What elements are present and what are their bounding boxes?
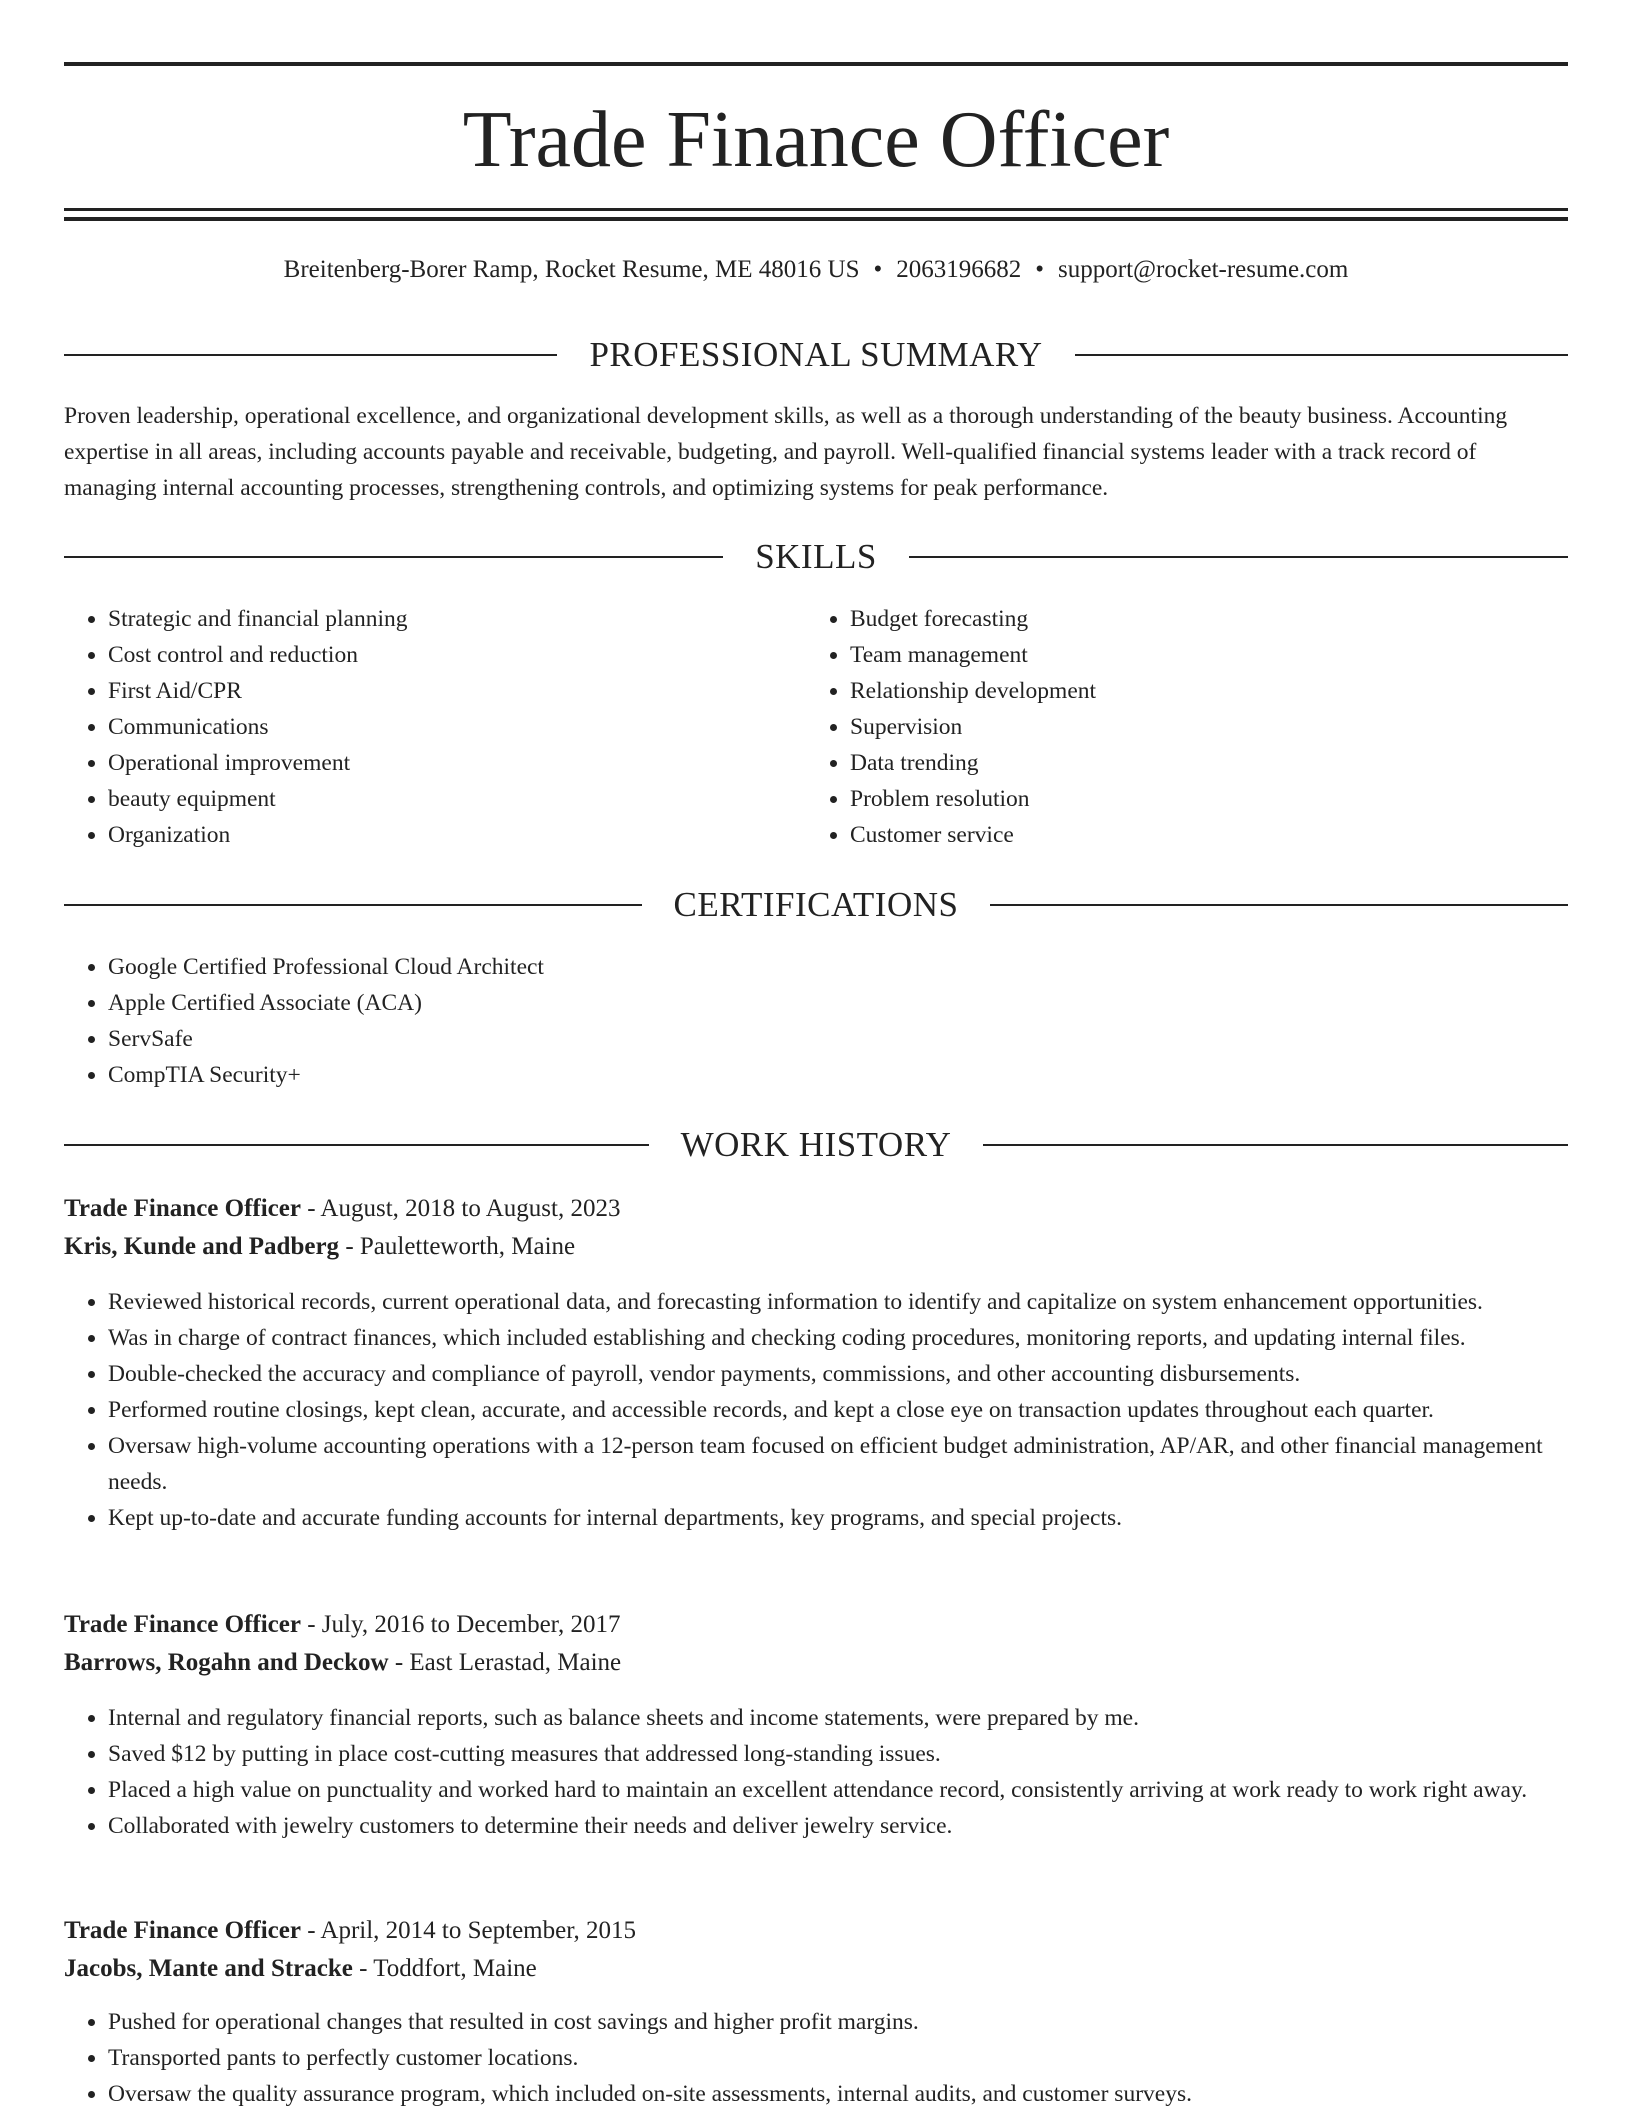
certification-item: • Apple Certified Associate (ACA)	[108, 985, 1568, 1021]
skill-item: • Strategic and financial planning	[108, 601, 808, 637]
job-location: - East Lerastad, Maine	[388, 1649, 622, 1676]
skill-item: • Operational improvement	[108, 745, 808, 781]
job-duties-list	[64, 2004, 1568, 2112]
job-company: Barrows, Rogahn and Deckow	[64, 1649, 389, 1676]
heading-rule-left	[64, 556, 723, 558]
heading-rule-right	[909, 556, 1568, 558]
job-duty: • Transported pants to perfectly customer locations.	[108, 2040, 1568, 2076]
contact-address: Breitenberg-Borer Ramp, Rocket Resume, ME 48016 US	[283, 256, 860, 283]
top-rule	[64, 62, 1568, 66]
work-history-heading	[64, 1123, 1568, 1167]
summary-text: Proven leadership, operational excellence, and organizational development skills, as well as a thorough understanding of the beauty business. Accounting expertise in all areas, including accounts payable and receivable, budgeting, and payroll. Well-qualified financial systems leader with a track record of managing internal accounting processes, strengthening controls, and optimizing systems for peak performance.	[64, 403, 1508, 501]
job-duty: • Performed routine closings, kept clean, accurate, and accessible records, and kept a close eye on transaction updates throughout each quarter.	[108, 1392, 1568, 1428]
job-role: Trade Finance Officer	[64, 1195, 301, 1222]
job-duty: • Was in charge of contract finances, which included establishing and checking coding procedures, monitoring reports, and updating internal files.	[108, 1320, 1568, 1356]
summary-heading	[64, 333, 1568, 377]
contact-separator: •	[873, 256, 883, 283]
contact-separator: •	[1035, 256, 1045, 283]
skills-heading	[64, 535, 1568, 579]
certification-item: • Google Certified Professional Cloud Architect	[108, 949, 1568, 985]
job-duty: • Collaborated with jewelry customers to determine their needs and deliver jewelry service.	[108, 1808, 1568, 1844]
contact-phone: 2063196682	[896, 256, 1022, 283]
skill-item: • Data trending	[850, 745, 1550, 781]
job-duty: • Double-checked the accuracy and compliance of payroll, vendor payments, commissions, and other accounting disbursements.	[108, 1356, 1568, 1392]
job-duty: • Kept up-to-date and accurate funding accounts for internal departments, key programs, and special projects.	[108, 1500, 1568, 1536]
skill-item: • Communications	[108, 709, 808, 745]
skill-item: • Supervision	[850, 709, 1550, 745]
job-company: Kris, Kunde and Padberg	[64, 1233, 340, 1260]
skills-list-right	[806, 601, 1550, 853]
certifications-heading	[64, 883, 1568, 927]
summary-title: PROFESSIONAL SUMMARY	[589, 335, 1043, 374]
job-duty: • Internal and regulatory financial reports, such as balance sheets and income statements, were prepared by me.	[108, 1700, 1568, 1736]
skill-item: • Customer service	[850, 817, 1550, 853]
job-duty: • Oversaw the quality assurance program, which included on-site assessments, internal audits, and customer surveys.	[108, 2076, 1568, 2112]
job-duty: • Saved $12 by putting in place cost-cutting measures that addressed long-standing issues.	[108, 1736, 1568, 1772]
resume-title: Trade Finance Officer	[462, 96, 1170, 184]
job-location: - Toddfort, Maine	[352, 1955, 537, 1982]
job-dates: - July, 2016 to December, 2017	[300, 1611, 621, 1638]
skill-item: • First Aid/CPR	[108, 673, 808, 709]
job-duties-list	[64, 1700, 1568, 1844]
job-duty: • Oversaw high-volume accounting operations with a 12-person team focused on efficient budget administration, AP/AR, and other financial management needs.	[108, 1428, 1568, 1500]
job-duty: • Reviewed historical records, current operational data, and forecasting information to identify and capitalize on system enhancement opportunities.	[108, 1284, 1568, 1320]
job-duties-list	[64, 1284, 1568, 1536]
skills-title: SKILLS	[755, 537, 877, 576]
job-role: Trade Finance Officer	[64, 1917, 301, 1944]
heading-rule-left	[64, 904, 642, 906]
heading-rule-right	[1075, 354, 1568, 356]
skill-item: • Problem resolution	[850, 781, 1550, 817]
contact-line	[64, 252, 1568, 288]
certifications-list	[64, 949, 1568, 1093]
job-dates: - August, 2018 to August, 2023	[300, 1195, 621, 1222]
heading-rule-left	[64, 1144, 649, 1146]
certification-item: • ServSafe	[108, 1021, 1568, 1057]
skill-item: • Budget forecasting	[850, 601, 1550, 637]
job-location: - Pauletteworth, Maine	[339, 1233, 576, 1260]
job-duty: • Placed a high value on punctuality and worked hard to maintain an excellent attendance record, consistently arriving at work ready to work right away.	[108, 1772, 1568, 1808]
certifications-title: CERTIFICATIONS	[673, 885, 959, 924]
job-title-line	[64, 1190, 1568, 1228]
job-company-line	[64, 1228, 1568, 1266]
heading-rule-right	[990, 904, 1568, 906]
skill-item: • beauty equipment	[108, 781, 808, 817]
work-history-title: WORK HISTORY	[680, 1125, 952, 1164]
skills-list-left	[64, 601, 808, 853]
job-role: Trade Finance Officer	[64, 1611, 301, 1638]
skill-item: • Organization	[108, 817, 808, 853]
heading-rule-right	[983, 1144, 1568, 1146]
job-title-line	[64, 1912, 1568, 1950]
job-title-line	[64, 1606, 1568, 1644]
job-duty: • Pushed for operational changes that resulted in cost savings and higher profit margins.	[108, 2004, 1568, 2040]
skill-item: • Cost control and reduction	[108, 637, 808, 673]
job-company-line	[64, 1950, 1568, 1988]
job-company-line	[64, 1644, 1568, 1682]
title-double-rule	[64, 208, 1568, 220]
contact-email[interactable]: support@rocket-resume.com	[1058, 256, 1349, 283]
job-dates: - April, 2014 to September, 2015	[300, 1917, 637, 1944]
certification-item: • CompTIA Security+	[108, 1057, 1568, 1093]
heading-rule-left	[64, 354, 557, 356]
job-company: Jacobs, Mante and Stracke	[64, 1955, 353, 1982]
skill-item: • Team management	[850, 637, 1550, 673]
skill-item: • Relationship development	[850, 673, 1550, 709]
